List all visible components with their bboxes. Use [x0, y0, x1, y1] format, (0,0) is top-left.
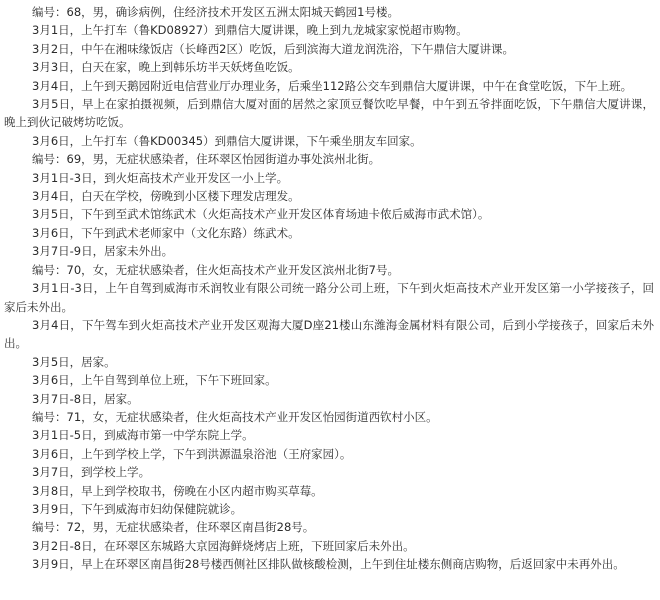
- case-70-day-0307-0308: 3月7日-8日，居家。: [32, 391, 139, 406]
- case-68-day-0303: 3月3日，白天在家，晚上到韩乐坊半天妖烤鱼吃饭。: [32, 60, 300, 75]
- case-70-header: 编号：70，女，无症状感染者，住火炬高技术产业开发区滨州北街7号。: [32, 262, 399, 277]
- case-68-header: 编号：68，男，确诊病例，住经济技术开发区五洲太阳城天鹤园1号楼。: [32, 5, 399, 19]
- case-70-day-0306: 3月6日，上午自驾到单位上班，下午下班回家。: [32, 373, 277, 388]
- case-72-day-0309: 3月9日，早上在环翠区南昌街28号楼西侧社区排队做核酸检测，上午到住址楼东侧商店购物，后返回家中未再外出。: [32, 557, 625, 572]
- case-71-day-0308: 3月8日，早上到学校取书，傍晚在小区内超市购买草莓。: [32, 483, 323, 498]
- case-68-day-0306: 3月6日，上午打车（鲁KD00345）到鼎信大厦讲课，下午乘坐朋友车回家。: [32, 133, 422, 148]
- case-71-day-0306: 3月6日，上午到学校上学，下午到洪源温泉浴池（王府家园）。: [32, 446, 352, 461]
- case-69-day-0307-0309: 3月7日-9日，居家未外出。: [32, 244, 174, 259]
- case-69-day-0304: 3月4日，白天在学校，傍晚到小区楼下理发店理发。: [32, 189, 300, 204]
- case-72-day-0302-0308: 3月2日-8日，在环翠区东城路大京园海鲜烧烤店上班，下班回家后未外出。: [32, 538, 415, 553]
- case-71-day-0307: 3月7日，到学校上学。: [32, 465, 151, 480]
- case-70-day-0305: 3月5日，居家。: [32, 354, 116, 369]
- case-68-day-0305: 3月5日，早上在家拍摄视频，后到鼎信大厦对面的居然之家顶豆餐饮吃早餐，中午到五爷拌面吃饭，下午鼎信大厦讲课，晚上到伙记破烤坊吃饭。: [4, 97, 654, 130]
- case-68-day-0301: 3月1日，上午打车（鲁KD08927）到鼎信大厦讲课，晚上到九龙城家家悦超市购物。: [32, 23, 468, 38]
- case-70-day-0301-0303: 3月1日-3日，上午自驾到威海市禾润牧业有限公司统一路分公司上班，下午到火炬高技术产业开发区第一小学接孩子，回家后未外出。: [4, 281, 654, 314]
- case-68-day-0302: 3月2日，中午在湘味缘饭店（长峰西2区）吃饭，后到滨海大道龙润洗浴，下午鼎信大厦讲课。: [32, 41, 514, 56]
- case-69-day-0301-0303: 3月1日-3日，到火炬高技术产业开发区一小上学。: [32, 170, 289, 185]
- case-72-header: 编号：72，男，无症状感染者，住环翠区南昌街28号。: [32, 520, 315, 535]
- case-70-day-0304: 3月4日，下午驾车到火炬高技术产业开发区观海大厦D座21楼山东潍海金属材料有限公司，后到小学接孩子，回家后未外出。: [4, 317, 654, 351]
- case-69-day-0306: 3月6日，下午到武术老师家中（文化东路）练武术。: [32, 225, 300, 240]
- case-68-day-0304: 3月4日，上午到天鹅园附近电信营业厅办理业务，后乘坐112路公交车到鼎信大厦讲课，中午在食堂吃饭，下午上班。: [32, 78, 633, 93]
- case-69-header: 编号：69，男，无症状感染者，住环翠区怡园街道办事处滨州北街。: [32, 152, 381, 167]
- case-69-day-0305: 3月5日，下午到至武术馆练武术（火炬高技术产业开发区体育场迪卡侬后威海市武术馆）。: [32, 207, 490, 222]
- case-71-day-0301-0305: 3月1日-5日，到威海市第一中学东院上学。: [32, 428, 254, 443]
- case-71-header: 编号：71，女，无症状感染者，住火炬高技术产业开发区怡园街道西钦村小区。: [32, 409, 438, 424]
- case-71-day-0309: 3月9日，下午到威海市妇幼保健院就诊。: [32, 501, 243, 516]
